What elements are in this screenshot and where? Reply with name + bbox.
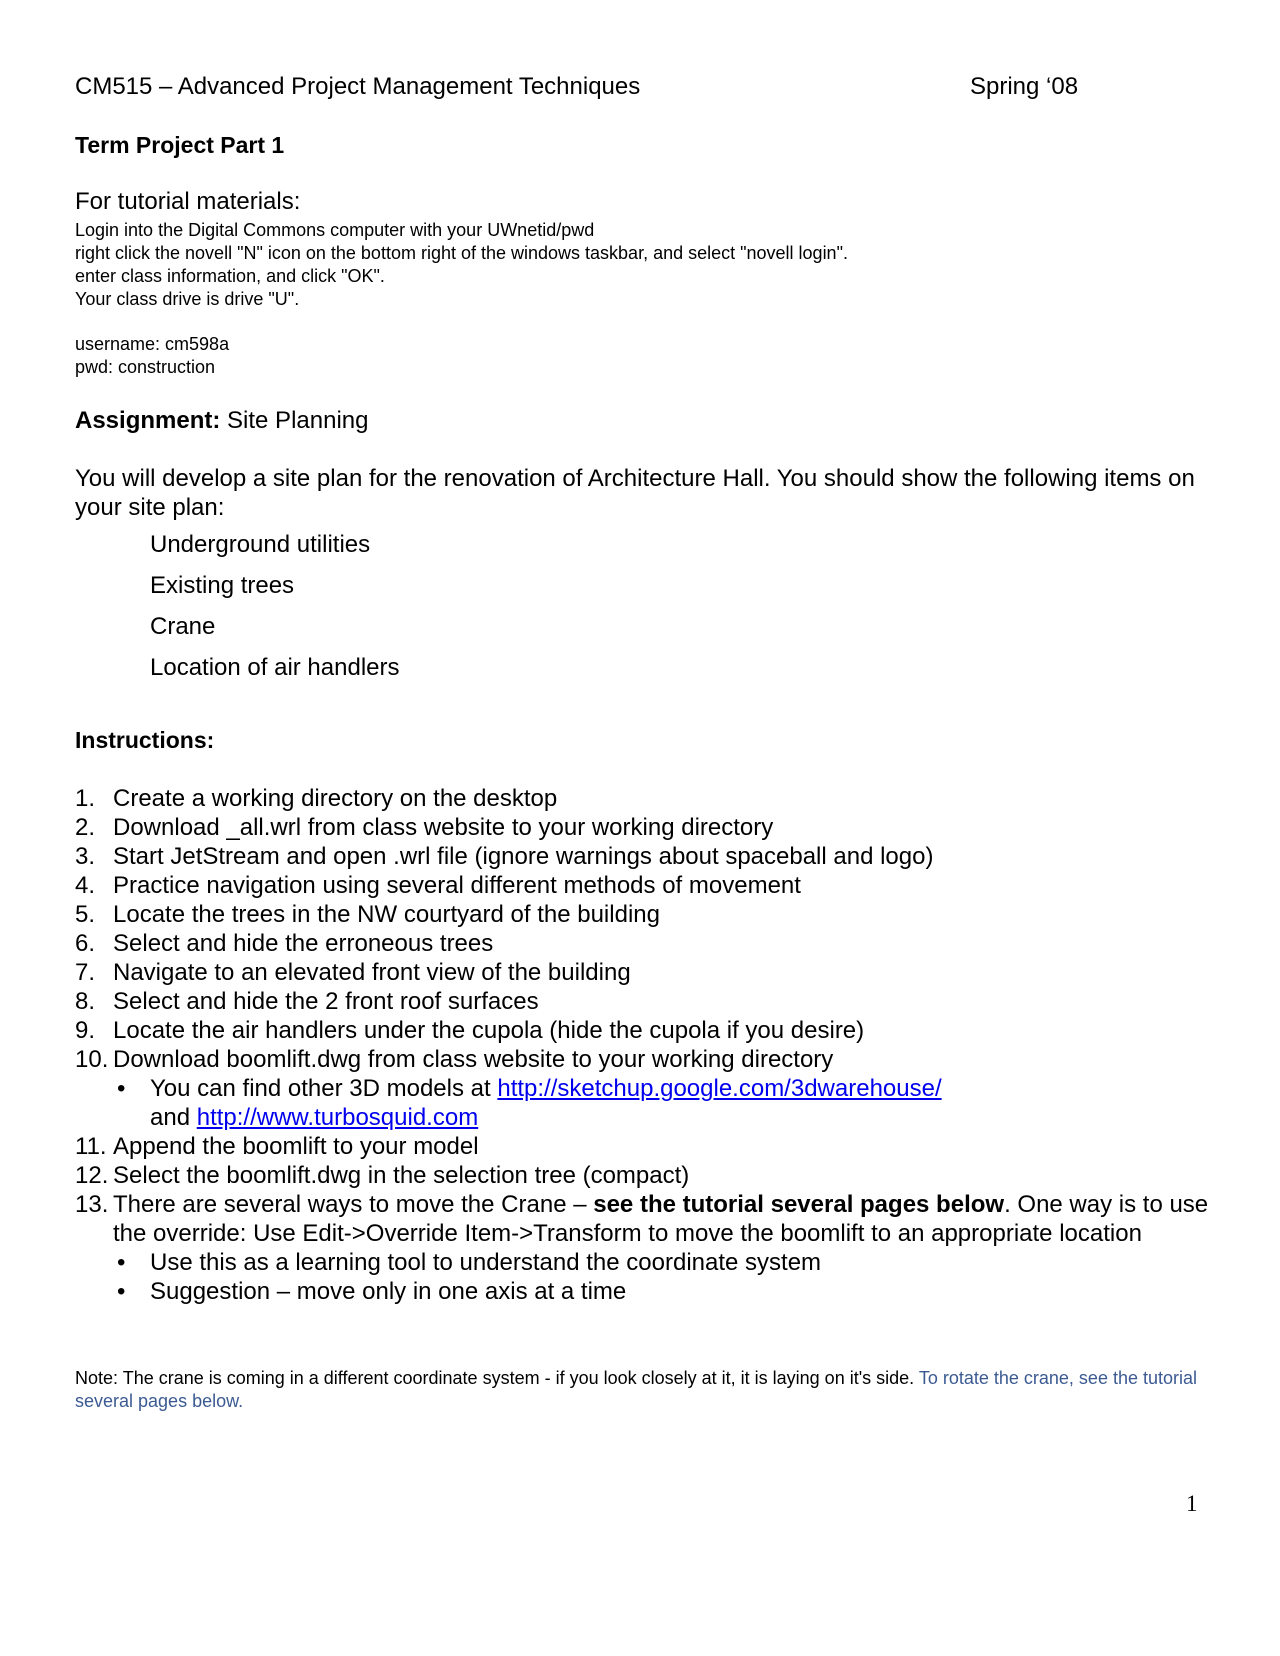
- bullet-and: and: [150, 1104, 197, 1131]
- step-text: Download _all.wrl from class website to your working directory: [113, 814, 774, 841]
- list-item: Location of air handlers: [150, 654, 400, 681]
- tutorial-line: right click the novell "N" icon on the bottom right of the windows taskbar, and select "novell login".: [75, 243, 848, 263]
- note-tutorial-reference: To rotate the crane, see the tutorial several pages below.: [75, 1368, 1198, 1411]
- step-emphasis: see the tutorial several pages below: [593, 1191, 1005, 1218]
- step-13-bullet: [75, 1248, 1215, 1277]
- page-number: 1: [1186, 1491, 1198, 1516]
- step-text: Create a working directory on the desktop: [113, 785, 558, 812]
- list-item: Crane: [150, 613, 216, 640]
- step-row: [75, 900, 1215, 929]
- assignment-label: Assignment:: [75, 407, 221, 434]
- bullet-icon: •: [117, 1278, 126, 1305]
- bullet-text: Suggestion – move only in one axis at a time: [150, 1278, 627, 1305]
- step-text: . One way is to use the override: Use Edit->Override Item->Transform to move the boomlift to an appropriate location: [113, 1191, 1209, 1247]
- sketchup-warehouse-link[interactable]: http://sketchup.google.com/3dwarehouse/: [497, 1075, 942, 1102]
- step-row: [75, 1045, 1215, 1074]
- step-row: [75, 784, 1215, 813]
- step-number: 4.: [75, 872, 96, 899]
- username-line: username: cm598a: [75, 334, 230, 354]
- assignment-intro: You will develop a site plan for the renovation of Architecture Hall. You should show the following items on your site plan:: [75, 465, 1195, 521]
- step-row: [75, 929, 1215, 958]
- tutorial-instructions: [75, 219, 848, 311]
- step-text: Navigate to an elevated front view of the building: [113, 959, 631, 986]
- step-text: Append the boomlift to your model: [113, 1133, 479, 1160]
- bullet-text: Use this as a learning tool to understand the coordinate system: [150, 1249, 822, 1276]
- credentials: [75, 333, 229, 379]
- step-text: Locate the air handlers under the cupola (hide the cupola if you desire): [113, 1017, 865, 1044]
- step-row: [75, 1016, 1215, 1045]
- step-number: 5.: [75, 901, 96, 928]
- instructions-heading: Instructions:: [75, 727, 215, 753]
- step-number: 9.: [75, 1017, 96, 1044]
- tutorial-line: Your class drive is drive "U".: [75, 289, 300, 309]
- step-number: 8.: [75, 988, 96, 1015]
- instructions-list: [75, 784, 1215, 1306]
- step-13-bullet: [75, 1277, 1215, 1306]
- step-number: 10.: [75, 1046, 109, 1073]
- step-text: Select and hide the 2 front roof surfaces: [113, 988, 539, 1015]
- step-number: 6.: [75, 930, 96, 957]
- site-plan-items: [150, 530, 400, 694]
- assignment-heading: [75, 407, 368, 435]
- step-number: 7.: [75, 959, 96, 986]
- step-number: 11.: [75, 1133, 107, 1160]
- note-text: Note: The crane is coming in a different coordinate system - if you look closely at it, it is laying on it's side.: [75, 1368, 919, 1388]
- assignment-value: Site Planning: [227, 407, 369, 434]
- bullet-icon: •: [117, 1249, 126, 1276]
- bullet-icon: •: [117, 1075, 126, 1102]
- step-row: [75, 1190, 1215, 1248]
- step-row: [75, 813, 1215, 842]
- step-row: [75, 871, 1215, 900]
- document-title: Term Project Part 1: [75, 132, 285, 158]
- step-number: 3.: [75, 843, 96, 870]
- step-text: Practice navigation using several different methods of movement: [113, 872, 801, 899]
- step-text: Select and hide the erroneous trees: [113, 930, 494, 957]
- tutorial-line: Login into the Digital Commons computer with your UWnetid/pwd: [75, 220, 595, 240]
- crane-note: [75, 1367, 1205, 1413]
- list-item: Underground utilities: [150, 531, 371, 558]
- step-text: There are several ways to move the Crane –: [113, 1191, 594, 1218]
- password-line: pwd: construction: [75, 357, 216, 377]
- step-row: [75, 842, 1215, 871]
- step-text: Download boomlift.dwg from class website to your working directory: [113, 1046, 834, 1073]
- course-title: CM515 – Advanced Project Management Techniques: [75, 73, 641, 100]
- list-item: Existing trees: [150, 572, 295, 599]
- step-row: [75, 987, 1215, 1016]
- step-number: 13.: [75, 1191, 109, 1218]
- page-header: [75, 73, 1205, 101]
- step-row: [75, 1132, 1215, 1161]
- tutorial-heading: For tutorial materials:: [75, 188, 301, 215]
- term-label: Spring ‘08: [970, 73, 1079, 100]
- tutorial-line: enter class information, and click "OK".: [75, 266, 385, 286]
- step-text: Select the boomlift.dwg in the selection tree (compact): [113, 1162, 690, 1189]
- step-text: Start JetStream and open .wrl file (ignore warnings about spaceball and logo): [113, 843, 934, 870]
- step-number: 2.: [75, 814, 96, 841]
- step-number: 12.: [75, 1162, 109, 1189]
- step-text: Locate the trees in the NW courtyard of the building: [113, 901, 660, 928]
- step-number: 1.: [75, 785, 96, 812]
- bullet-prefix: You can find other 3D models at: [150, 1075, 498, 1102]
- step-10-bullet: [75, 1074, 1215, 1132]
- step-row: [75, 1161, 1215, 1190]
- turbosquid-link[interactable]: http://www.turbosquid.com: [196, 1104, 479, 1131]
- step-row: [75, 958, 1215, 987]
